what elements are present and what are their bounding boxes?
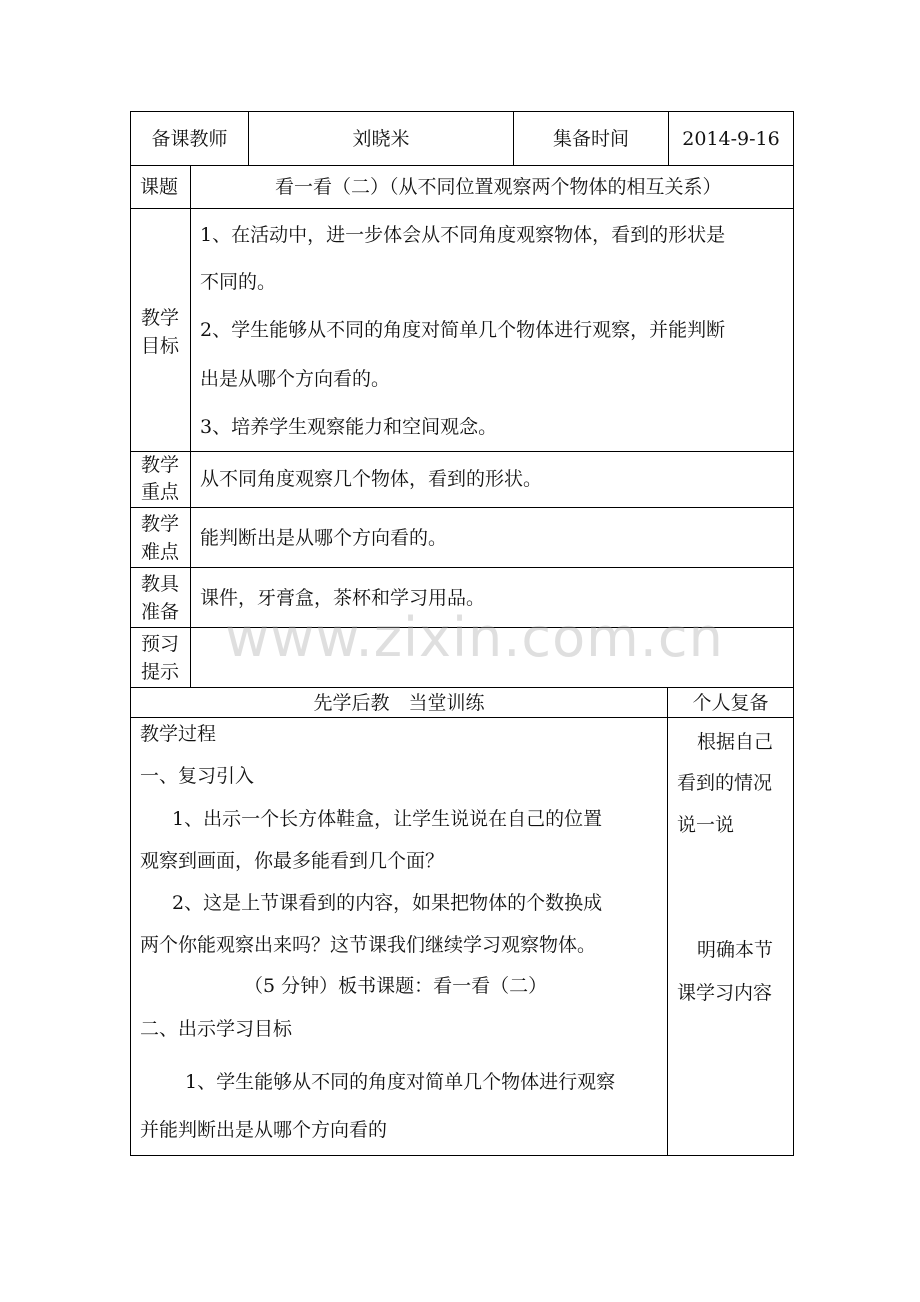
teacher-label: 备课教师: [151, 128, 228, 150]
goal-line: 3、培养学生观察能力和空间观念。: [200, 416, 498, 438]
difficulties-label: 教学: [141, 513, 180, 535]
col-divider: [190, 165, 191, 688]
topic-label: 课题: [140, 176, 179, 198]
process-line: 并能判断出是从哪个方向看的: [140, 1119, 388, 1141]
process-line: 两个你能观察出来吗？这节课我们继续学习观察物体。: [140, 934, 597, 956]
side-section-header: 个人复备: [692, 692, 769, 714]
row-divider: [130, 567, 794, 568]
main-section-header: 先学后教 当堂训练: [313, 692, 485, 714]
goal-line: 2、学生能够从不同的角度对简单几个物体进行观察，并能判断: [200, 319, 726, 341]
note-line: 看到的情况: [677, 772, 773, 794]
note-line: 课学习内容: [677, 982, 773, 1004]
goals-label: 目标: [141, 335, 180, 357]
materials-value: 课件，牙膏盒，茶杯和学习用品。: [200, 587, 486, 609]
topic-value: 看一看（二）（从不同位置观察两个物体的相互关系）: [275, 176, 722, 198]
col-divider: [667, 687, 668, 1156]
row-divider: [130, 717, 794, 718]
row-divider: [130, 507, 794, 508]
note-line: 明确本节: [697, 939, 774, 961]
materials-label: 教具: [141, 573, 180, 595]
row-divider: [130, 451, 794, 452]
preview-label: 预习: [141, 633, 180, 655]
watermark: www.zixin.com.cn: [225, 606, 724, 669]
process-line: 观察到画面，你最多能看到几个面？: [140, 850, 445, 872]
teacher-name: 刘晓米: [352, 128, 410, 150]
process-line: 一、复习引入: [140, 765, 255, 787]
note-line: 根据自己: [697, 731, 774, 753]
difficulties-label: 难点: [141, 541, 180, 563]
process-line: 1、学生能够从不同的角度对简单几个物体进行观察: [185, 1071, 616, 1093]
goal-line: 1、在活动中，进一步体会从不同角度观察物体，看到的形状是: [200, 224, 726, 246]
key-points-value: 从不同角度观察几个物体，看到的形状。: [200, 468, 543, 490]
process-line: 2、这是上节课看到的内容，如果把物体的个数换成: [172, 892, 603, 914]
row-divider: [130, 165, 794, 166]
row-divider: [130, 687, 794, 688]
key-points-label: 教学: [141, 454, 180, 476]
time-label: 集备时间: [552, 128, 629, 150]
goal-line: 不同的。: [200, 271, 277, 293]
goal-line: 出是从哪个方向看的。: [200, 368, 391, 390]
process-line: 教学过程: [140, 723, 217, 745]
time-value: 2014-9-16: [682, 128, 780, 150]
difficulties-value: 能判断出是从哪个方向看的。: [200, 527, 448, 549]
process-line: 1、出示一个长方体鞋盒，让学生说说在自己的位置: [172, 808, 603, 830]
row-divider: [130, 208, 794, 209]
key-points-label: 重点: [141, 481, 180, 503]
process-line: 二、出示学习目标: [140, 1018, 293, 1040]
note-line: 说一说: [677, 814, 735, 836]
process-line: （5 分钟）板书课题：看一看（二）: [244, 975, 548, 997]
goals-label: 教学: [141, 307, 180, 329]
materials-label: 准备: [141, 601, 180, 623]
preview-label: 提示: [141, 661, 180, 683]
